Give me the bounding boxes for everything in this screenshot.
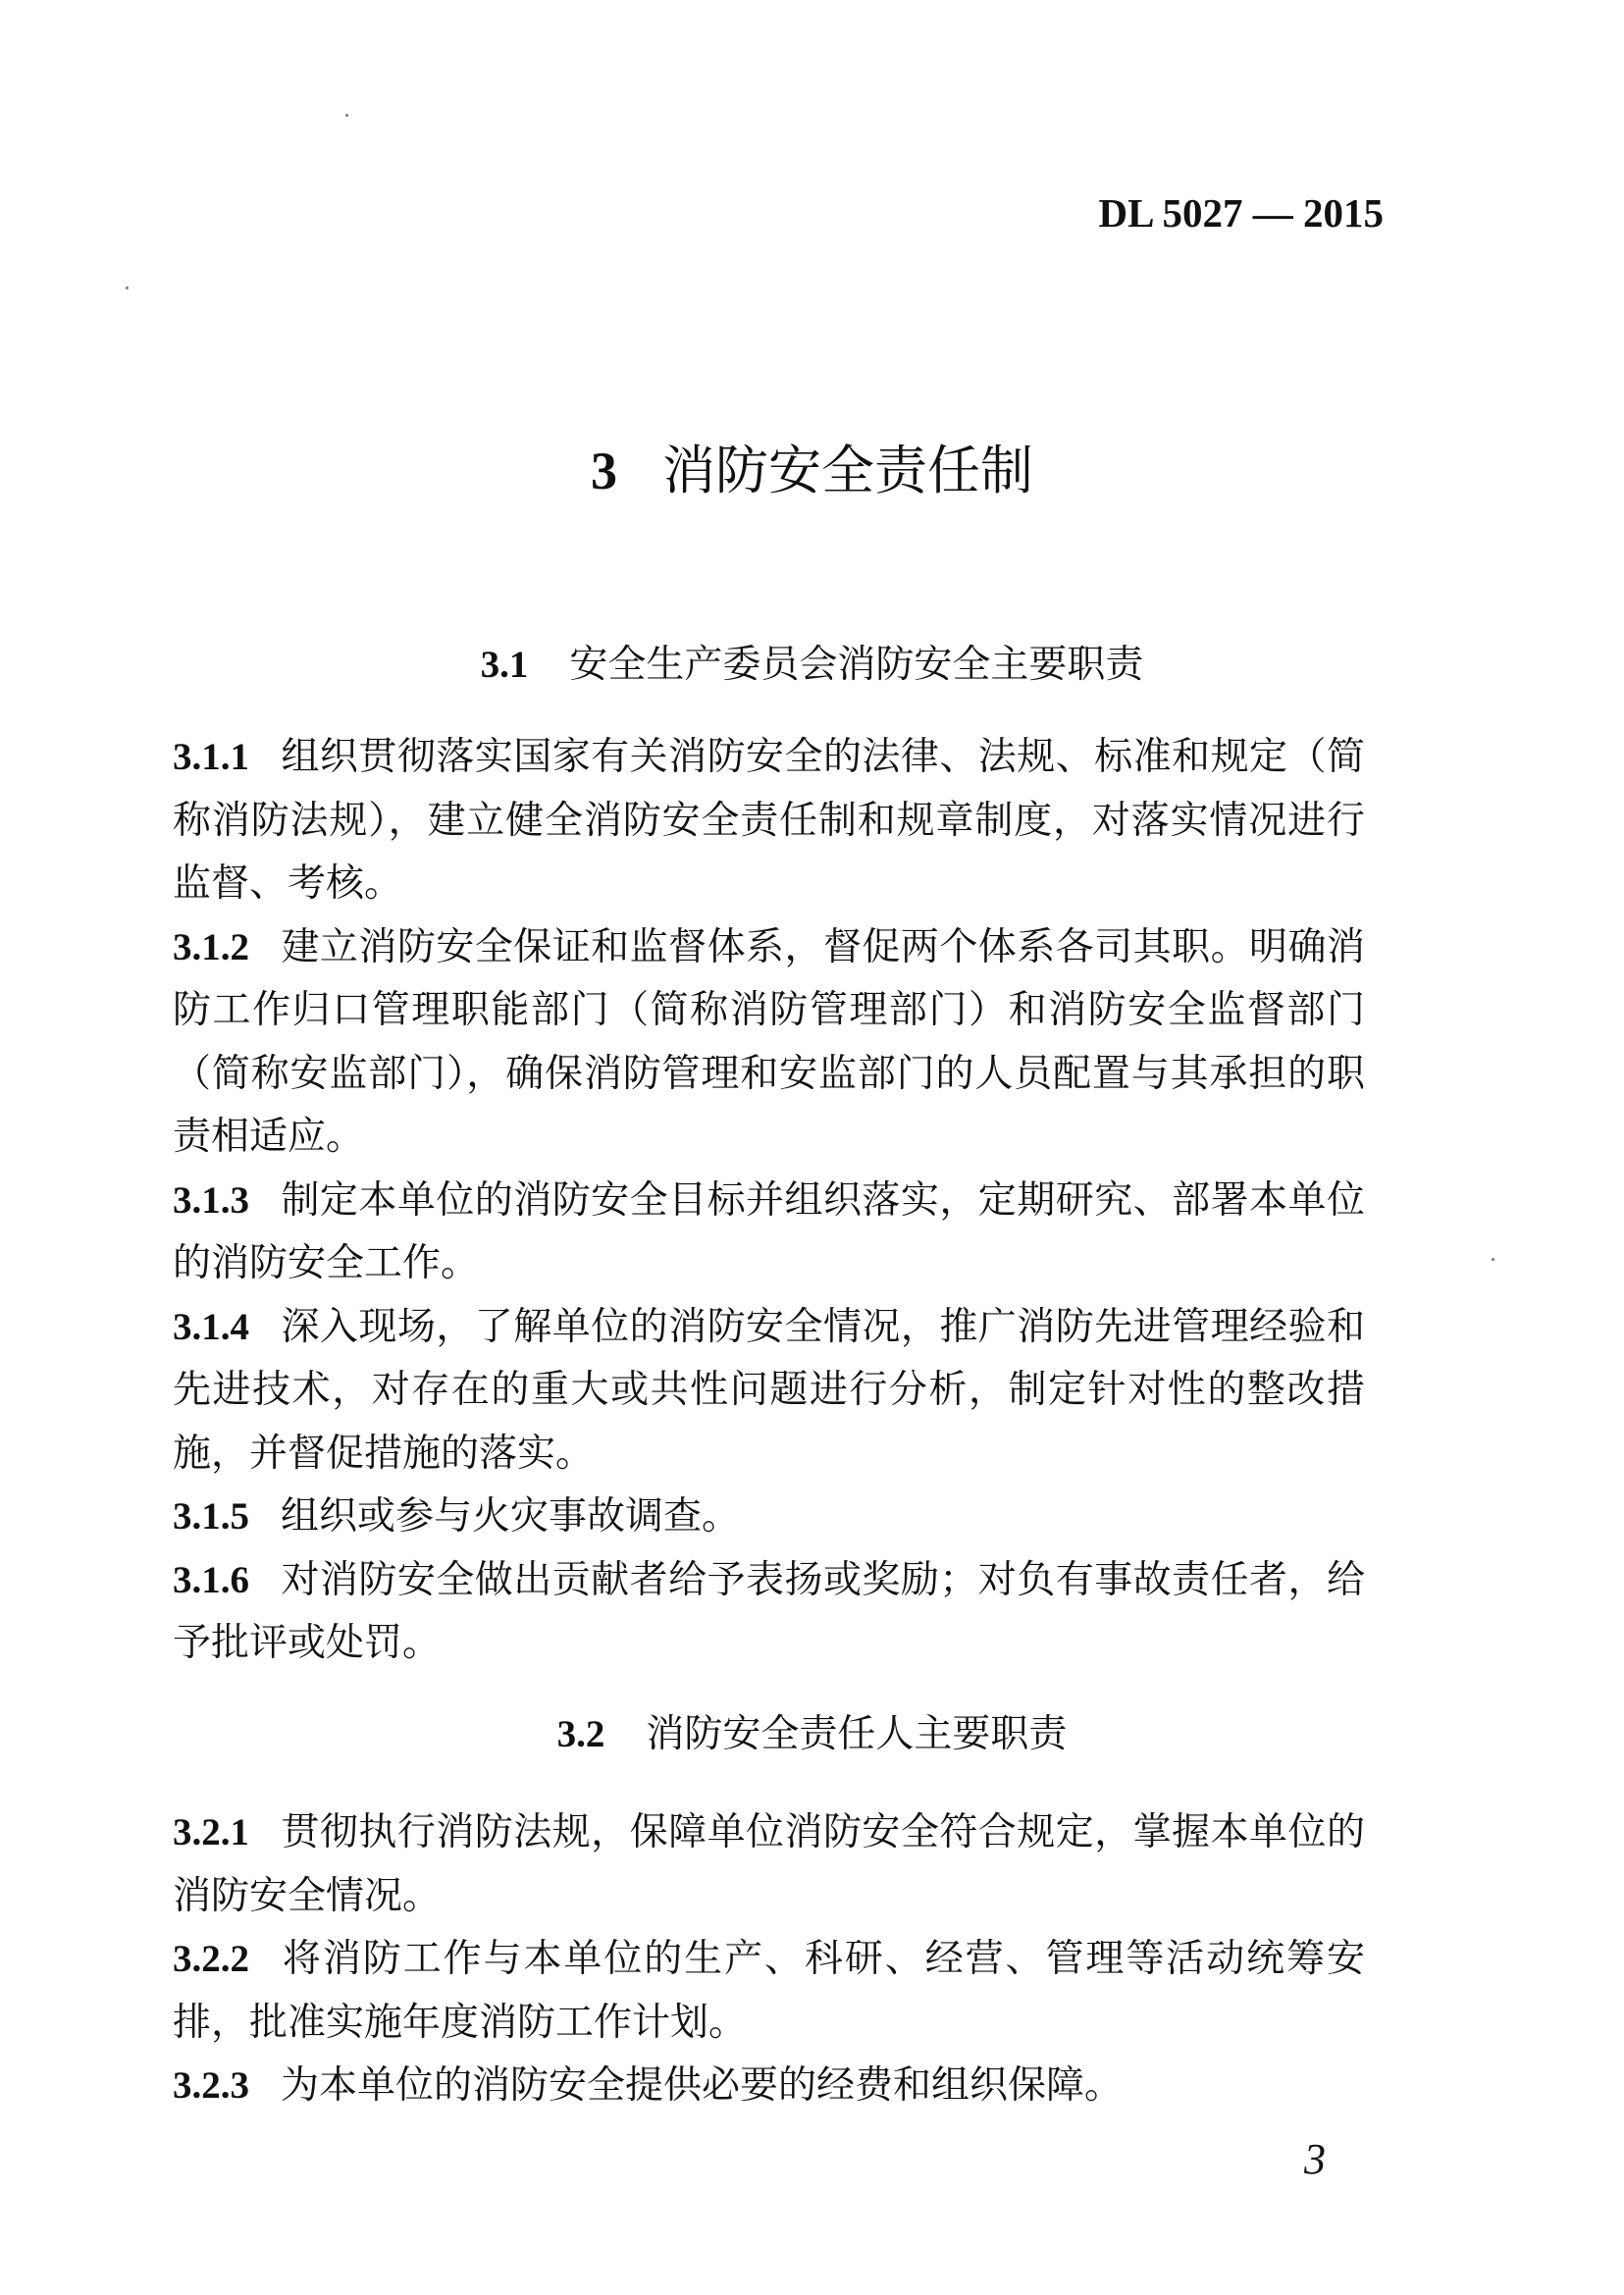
clause-3-1-1	[173, 726, 1365, 916]
scan-speck	[1492, 1258, 1494, 1261]
section-3-1-body	[173, 726, 1365, 1676]
clause-3-1-5	[173, 1486, 1365, 1549]
scan-speck	[126, 287, 129, 289]
clause-text: 对消防安全做出贡献者给予表扬或奖励；对负有事故责任者，给予批评或处罚。	[173, 1557, 1365, 1665]
clause-3-2-1	[173, 1801, 1365, 1928]
clause-text: 组织贯彻落实国家有关消防安全的法律、法规、标准和规定（简称消防法规），建立健全消防安全责任制和规章制度，对落实情况进行监督、考核。	[173, 735, 1365, 906]
section-title-text: 消防安全责任人主要职责	[646, 1712, 1068, 1756]
chapter-number: 3	[591, 442, 617, 500]
clause-number: 3.1.2	[173, 925, 249, 968]
clause-text: 将消防工作与本单位的生产、科研、经营、管理等活动统筹安排，批准实施年度消防工作计划。	[173, 1937, 1365, 2045]
section-number: 3.2	[556, 1713, 605, 1755]
clause-text: 贯彻执行消防法规，保障单位消防安全符合规定，掌握本单位的消防安全情况。	[173, 1810, 1365, 1918]
section-title-text: 安全生产委员会消防安全主要职责	[569, 643, 1144, 687]
clause-text: 组织或参与火灾事故调查。	[281, 1494, 741, 1539]
page-number: 3	[1304, 2135, 1326, 2183]
clause-number: 3.1.1	[173, 736, 249, 778]
clause-number: 3.1.5	[173, 1495, 249, 1538]
clause-text: 制定本单位的消防安全目标并组织落实，定期研究、部署本单位的消防安全工作。	[173, 1177, 1365, 1285]
clause-3-2-2	[173, 1928, 1365, 2055]
clause-3-2-3	[173, 2055, 1365, 2118]
section-title-3-1	[0, 638, 1624, 693]
clause-3-1-3	[173, 1170, 1365, 1296]
clause-3-1-2	[173, 916, 1365, 1170]
section-number: 3.1	[480, 644, 529, 686]
clause-number: 3.2.1	[173, 1811, 249, 1853]
clause-number: 3.1.4	[173, 1305, 249, 1348]
clause-text: 建立消防安全保证和监督体系，督促两个体系各司其职。明确消防工作归口管理职能部门（简称消防管理部门）和消防安全监督部门（简称安监部门），确保消防管理和安监部门的人员配置与其承担的职责相适应。	[173, 924, 1365, 1159]
chapter-title-text: 消防安全责任制	[662, 440, 1033, 501]
clause-number: 3.2.3	[173, 2064, 249, 2107]
clause-text: 为本单位的消防安全提供必要的经费和组织保障。	[281, 2063, 1124, 2108]
clause-3-1-6	[173, 1549, 1365, 1676]
scan-speck	[345, 114, 348, 117]
clause-number: 3.2.2	[173, 1938, 249, 1980]
standard-code: DL 5027 — 2015	[1098, 190, 1384, 235]
section-title-3-2	[0, 1707, 1624, 1762]
clause-number: 3.1.6	[173, 1558, 249, 1601]
section-3-2-body	[173, 1801, 1365, 2118]
clause-text: 深入现场，了解单位的消防安全情况，推广消防先进管理经验和先进技术，对存在的重大或共性问题进行分析，制定针对性的整改措施，并督促措施的落实。	[173, 1304, 1365, 1476]
clause-3-1-4	[173, 1296, 1365, 1487]
clause-number: 3.1.3	[173, 1178, 249, 1222]
chapter-title	[0, 436, 1624, 506]
